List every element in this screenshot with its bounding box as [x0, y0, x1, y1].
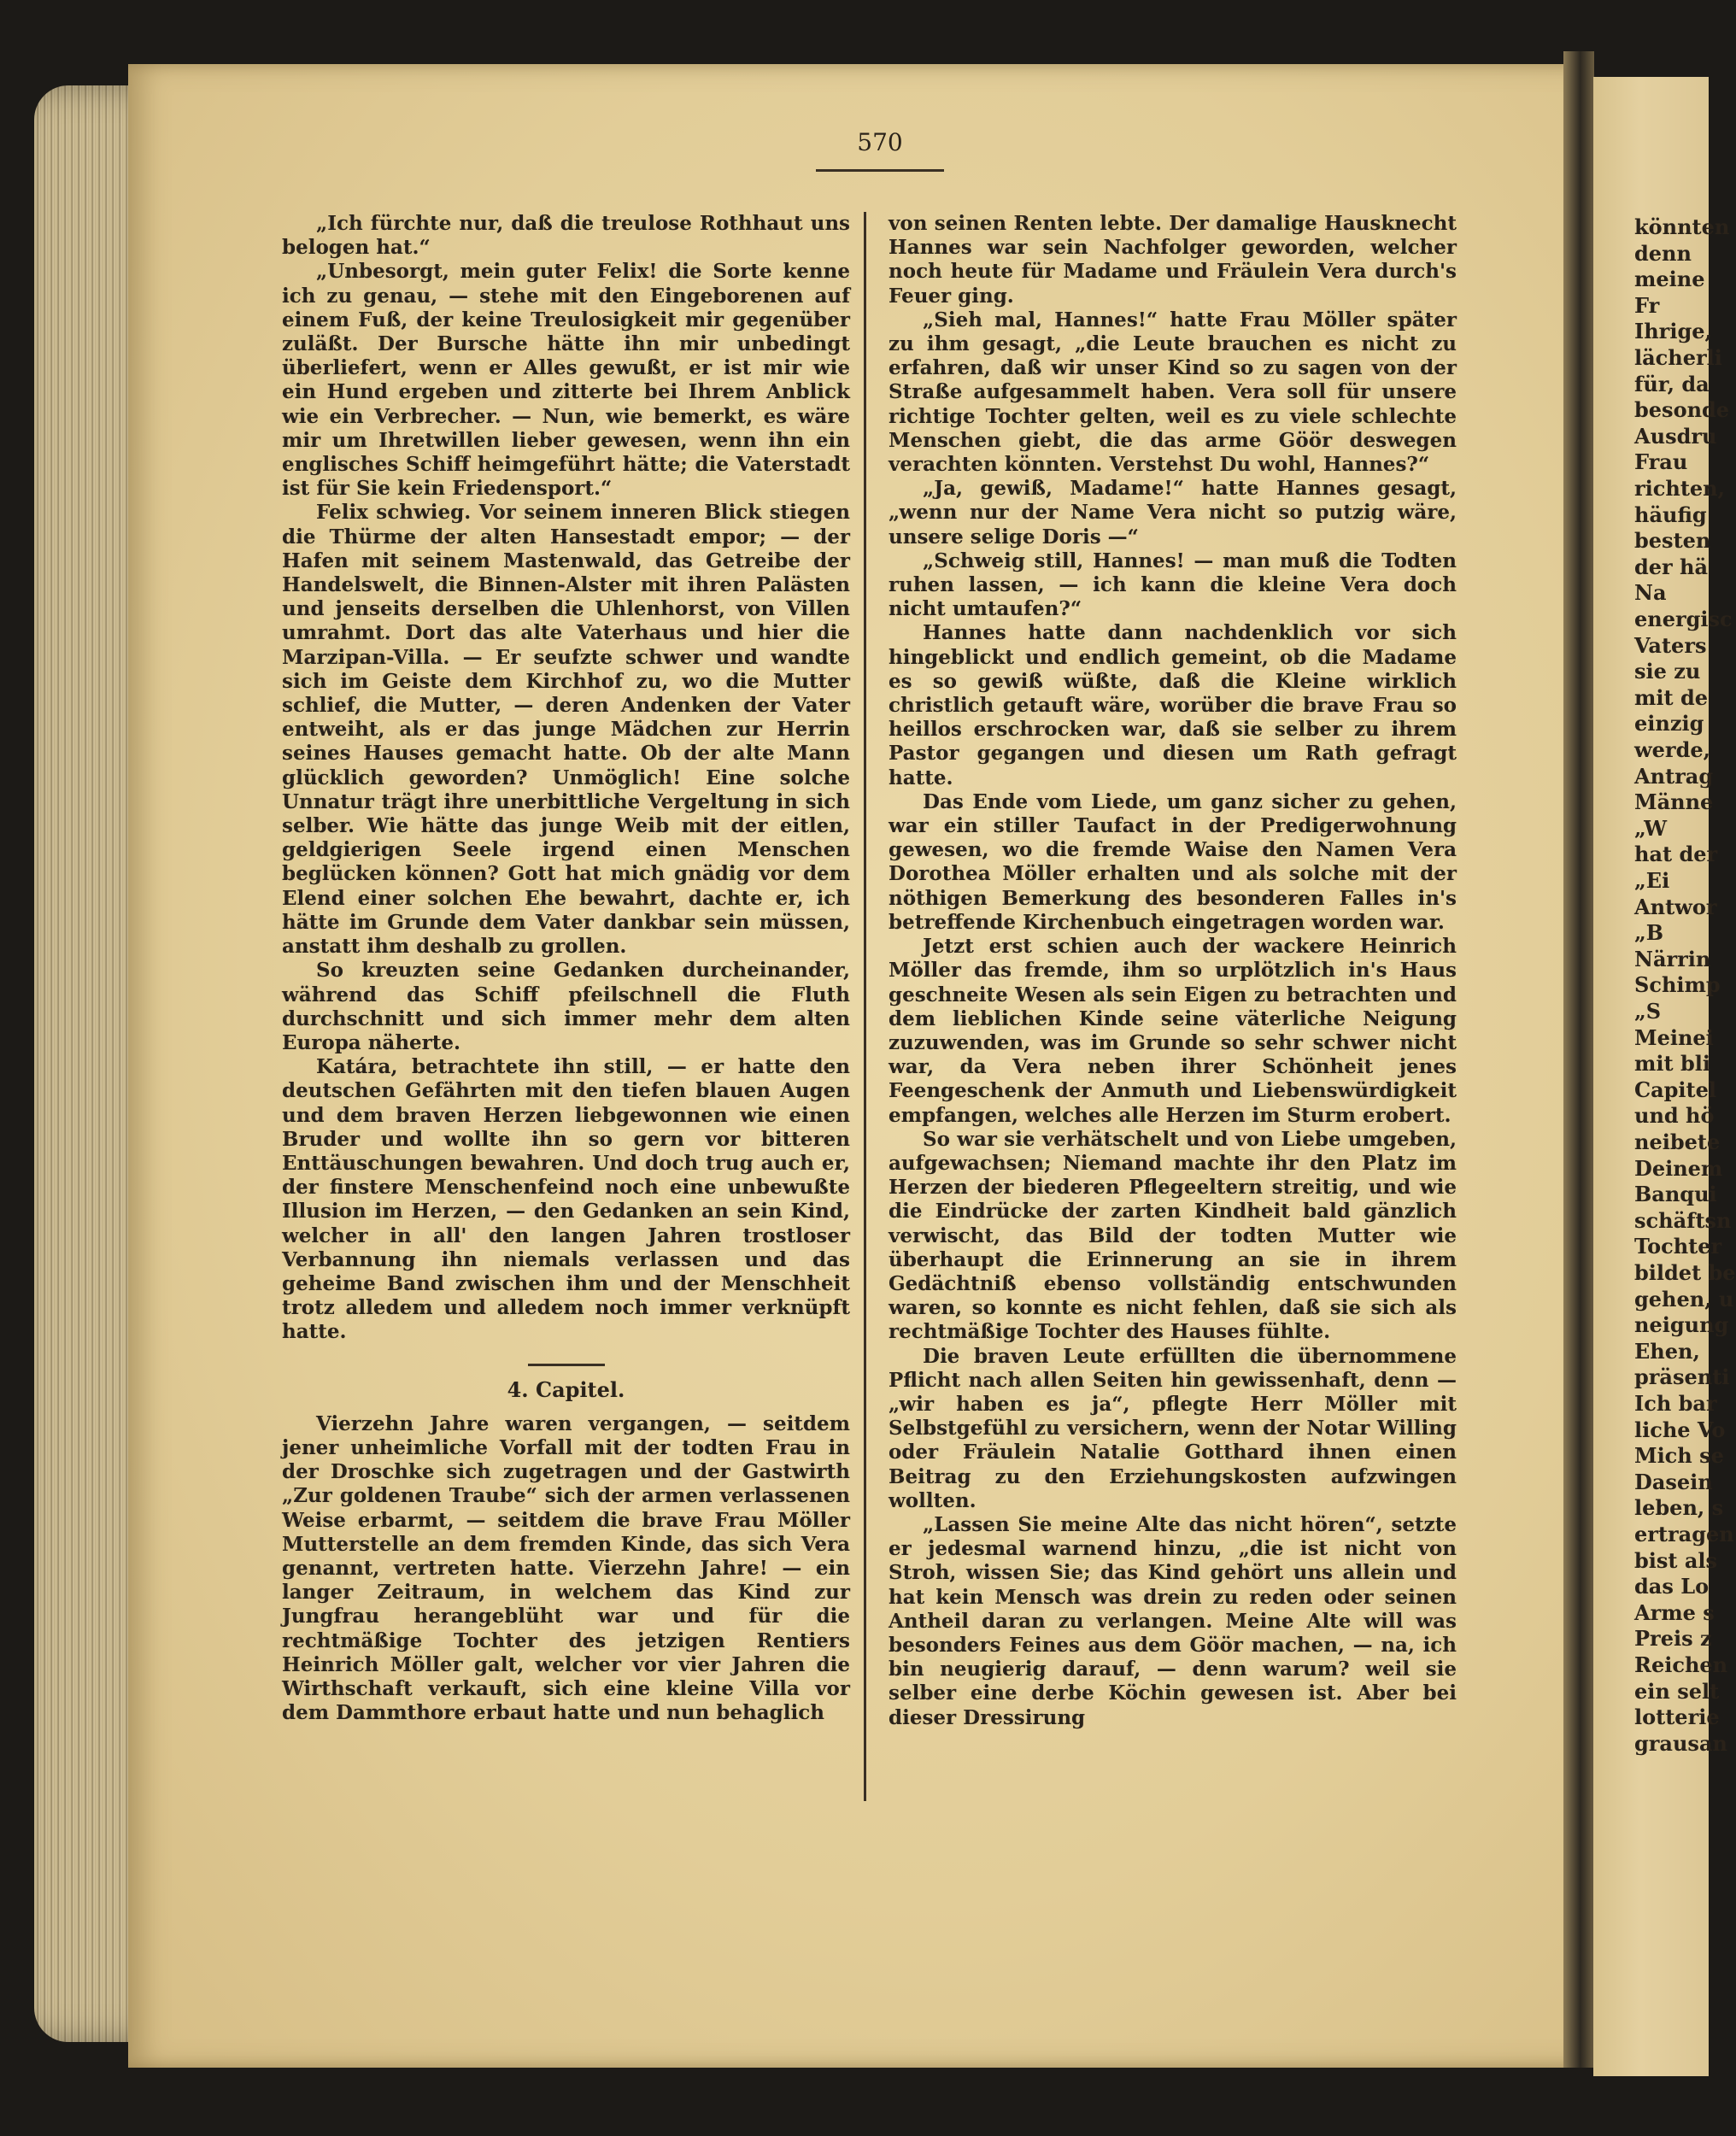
facing-page-line: Capitel — [1634, 1077, 1717, 1102]
paragraph: Katára, betrachtete ihn still, — er hatte den deutschen Gefährten mit den tiefen blauen Augen und dem braven Herzen liebgewonnen wie einen Bruder und wollte ihn so gern vor bitteren Enttäuschungen bewahren. Und doch trug auch er, der finstere Menschenfeind noch eine unbewußte Illusion im Herzen, — den Gedanken an sein Kind, welcher in all' den langen Jahren trostloser Verbannung ihn niemals verlassen und das geheime Band zwischen ihm und der Menschheit trotz alledem und alledem noch immer verknüpft hatte. — [282, 1055, 850, 1344]
facing-page-line: werde, — [1634, 737, 1710, 762]
paragraph: von seinen Renten lebte. Der damalige Hausknecht Hannes war sein Nachfolger geworden, welcher noch heute für Madame und Fräulein Vera durch's Feuer ging. — [889, 212, 1457, 308]
facing-page-line: der hä — [1634, 554, 1709, 579]
facing-page-line: „Ei — [1634, 868, 1670, 893]
paragraph: Das Ende vom Liede, um ganz sicher zu gehen, war ein stiller Taufact in der Predigerwohnung gewesen, wo die fremde Waise den Namen Vera Dorothea Möller erhalten und als solche mit der nöthigen Bemerkung des besonderen Falles in's betreffende Kirchenbuch eingetragen worden war. — [889, 789, 1457, 934]
facing-page-line: Ehen, — [1634, 1338, 1700, 1364]
right-column — [889, 212, 1457, 1730]
paragraph: „Schweig still, Hannes! — man muß die Todten ruhen lassen, — ich kann die kleine Vera doch nicht umtaufen?“ — [889, 549, 1457, 621]
paragraph: „Lassen Sie meine Alte das nicht hören“, setzte er jedesmal warnend hinzu, „die ist nicht von Stroh, wissen Sie; das Kind gehört uns allein und hat kein Mensch was drein zu reden oder seinen Antheil daran zu verlangen. Meine Alte will was besonders Feines aus dem Göör machen, — na, ich bin neugierig darauf, — denn warum? weil sie selber eine derbe Köchin gewesen ist. Aber bei dieser Dressirung — [889, 1512, 1457, 1729]
book-gutter — [1563, 51, 1594, 2068]
facing-page-line: Tochter — [1634, 1234, 1722, 1259]
facing-page-line: Antwor — [1634, 894, 1717, 919]
facing-page-line: Deinem — [1634, 1155, 1723, 1181]
facing-page-line: sie zu — [1634, 659, 1701, 684]
chapter-rule — [528, 1364, 605, 1366]
facing-page-line: richten, — [1634, 476, 1725, 501]
paragraph: So war sie verhätschelt und von Liebe umgeben, aufgewachsen; Niemand machte ihr den Platz im Herzen der biederen Pflegeeltern streitig, und wie die Eindrücke der zarten Kindheit bald gänzlich verwischt, das Bild der todten Mutter wie überhaupt die Erinnerung an sie in ihrem Gedächtniß ebenso vollständig entschwunden waren, so konnte es nicht fehlen, daß sie sich als rechtmäßige Tochter des Hauses fühlte. — [889, 1127, 1457, 1344]
paragraph: Felix schwieg. Vor seinem inneren Blick stiegen die Thürme der alten Hansestadt empor; — der Hafen mit seinem Mastenwald, das Getreibe der Handelswelt, die Binnen-Alster mit ihren Palästen und jenseits derselben die Uhlenhorst, von Villen umrahmt. Dort das alte Vaterhaus und hier die Marzipan-Villa. — Er seufzte schwer und wandte sich im Geiste dem Kirchhof zu, wo die Mutter schlief, die Mutter, — deren Andenken der Vater entweiht, als er das junge Mädchen zur Herrin seines Hauses gemacht hatte. Ob der alte Mann glücklich geworden? Unmöglich! Eine solche Unnatur trägt ihre unerbittliche Vergeltung in sich selber. Wie hätte das junge Weib mit der eitlen, geldgierigen Seele irgend einen Menschen beglücken können? Gott hat mich gnädig vor dem Elend einer solchen Ehe bewahrt, dachte er, ich hätte im Grunde dem Vater dankbar sein müssen, anstatt ihm deshalb zu grollen. — [282, 501, 850, 959]
paragraph: Vierzehn Jahre waren vergangen, — seitdem jener unheimliche Vorfall mit der todten Frau in der Droschke sich zugetragen und der Gastwirth „Zur goldenen Traube“ sich der armen verlassenen Weise erbarmt, — seitdem die brave Frau Möller Mutterstelle an dem fremden Kinde, das sich Vera genannt, vertreten hatte. Vierzehn Jahre! — ein langer Zeitraum, in welchem das Kind zur Jungfrau herangeblüht war und für die rechtmäßige Tochter des jetzigen Rentiers Heinrich Möller galt, welcher vor vier Jahren die Wirthschaft verkauft, sich eine kleine Villa vor dem Dammthore erbaut hatte und nun behaglich — [282, 1411, 850, 1725]
facing-page-line: lächerli — [1634, 345, 1722, 370]
paragraph: „Ich fürchte nur, daß die treulose Rothhaut uns belogen hat.“ — [282, 212, 850, 260]
facing-page-line: bildet be — [1634, 1260, 1736, 1285]
facing-page-line: leben, s — [1634, 1495, 1724, 1521]
paragraph: So kreuzten seine Gedanken durcheinander, während das Schiff pfeilschnell die Fluth durchschnitt und sich immer mehr dem alten Europa näherte. — [282, 959, 850, 1054]
facing-page-line: das Lo — [1634, 1574, 1710, 1599]
facing-page-line: Na — [1634, 580, 1667, 606]
facing-page-line: einzig — [1634, 711, 1704, 736]
facing-page-line: liche Vo — [1634, 1417, 1726, 1442]
facing-page-line: und hö — [1634, 1103, 1715, 1129]
facing-page-line: mit de — [1634, 684, 1709, 710]
facing-page-line: Meinei — [1634, 1024, 1714, 1050]
facing-page-line: Banqui — [1634, 1182, 1717, 1207]
facing-page-line: „B — [1634, 920, 1664, 946]
facing-page-line: Närrin — [1634, 946, 1711, 971]
facing-page-line: Arme s — [1634, 1599, 1715, 1625]
facing-page-line: „S — [1634, 999, 1662, 1024]
facing-page-line: grausan — [1634, 1730, 1727, 1756]
facing-page-line: energisc — [1634, 607, 1733, 631]
facing-page-line: Dasein — [1634, 1469, 1713, 1494]
facing-page-line: präsenti — [1634, 1364, 1730, 1390]
facing-page-line: meine — [1634, 267, 1705, 292]
left-column — [282, 212, 850, 1725]
paragraph: Hannes hatte dann nachdenklich vor sich hingeblickt und endlich gemeint, ob die Madame es so gewiß wüßte, daß die Kleine wirklich christlich getauft wäre, worüber die brave Frau so heillos erschrocken war, daß sie selber zu ihrem Pastor gegangen und diesen um Rath gefragt hatte. — [889, 621, 1457, 789]
paragraph: „Ja, gewiß, Madame!“ hatte Hannes gesagt, „wenn nur der Name Vera nicht so putzig wäre, unsere selige Doris —“ — [889, 477, 1457, 549]
page-number: 570 — [857, 128, 903, 156]
paragraph: Die braven Leute erfüllten die übernommene Pflicht nach allen Seiten hin gewissenhaft, denn — „wir haben es ja“, pflegte Herr Möller mit Selbstgefühl zu versichern, wenn der Notar Willing oder Fräulein Natalie Gotthard ihnen einen Beitrag zu den Erziehungskosten aufzwingen wollten. — [889, 1344, 1457, 1512]
facing-page-line: Ihrige, — [1634, 319, 1712, 344]
facing-page-line: „W — [1634, 815, 1668, 841]
facing-page-line: neigung — [1634, 1312, 1729, 1338]
facing-page-line: hat der — [1634, 842, 1718, 867]
chapter-heading: 4. Capitel. — [507, 1376, 625, 1402]
facing-page-line: Vaters — [1634, 632, 1707, 658]
paragraph: „Unbesorgt, mein guter Felix! die Sorte kenne ich zu genau, — stehe mit den Eingeborenen auf einem Fuß, der keine Treulosigkeit mir gegenüber zuläßt. Der Bursche hätte ihn mir unbedingt überliefert, wenn er Alles gewußt, er ist mir wie ein Hund ergeben und zitterte bei Ihrem Anblick wie ein Verbrecher. — Nun, wie bemerkt, es wäre mir um Ihretwillen lieber gewesen, wenn ihn ein englisches Schiff heimgeführt hätte; die Vaterstadt ist für Sie kein Friedensport.“ — [282, 260, 850, 501]
facing-page-line: denn — [1634, 240, 1692, 266]
facing-page-fragment — [1593, 77, 1736, 2076]
facing-page-line: gehen, u — [1634, 1286, 1734, 1312]
facing-page-line: lotterie — [1634, 1705, 1720, 1730]
facing-page-line: besten — [1634, 528, 1711, 554]
facing-page-line: für, da — [1634, 371, 1710, 396]
facing-page-line: Schimp — [1634, 972, 1721, 998]
facing-page-line: ertragen — [1634, 1522, 1734, 1546]
facing-page-line: könnten — [1634, 214, 1730, 239]
column-divider — [864, 212, 866, 1801]
facing-page-line: Ich bar — [1634, 1391, 1717, 1416]
facing-page-line: häufig — [1634, 502, 1707, 527]
facing-page-line: Mich se — [1634, 1443, 1724, 1469]
facing-page-line: schäftsn — [1634, 1207, 1732, 1233]
facing-page-line: neibete — [1634, 1130, 1721, 1154]
facing-page-line: mit bli — [1634, 1051, 1710, 1077]
facing-page-line: Reichen — [1634, 1652, 1728, 1677]
facing-page-line: Preis z — [1634, 1626, 1712, 1652]
paragraph: Jetzt erst schien auch der wackere Heinrich Möller das fremde, ihm so urplötzlich in's Haus geschneite Wesen als sein Eigen zu betrachten und dem lieblichen Kinde seine väterliche Neigung zuzuwenden, was im Grunde so sehr schwer nicht war, da Vera neben ihrer Schönheit jenes Feengeschenk der Anmuth und Liebenswürdigkeit empfangen, welches alle Herzen im Sturm erobert. — [889, 935, 1457, 1127]
facing-page-line: bist als — [1634, 1547, 1718, 1573]
facing-page-line: Männe — [1634, 789, 1714, 815]
page-number-rule — [816, 169, 944, 172]
facing-page-line: Ausdru — [1634, 423, 1717, 449]
facing-page-line: Fr — [1634, 292, 1660, 318]
facing-page-line: besonde — [1634, 397, 1730, 423]
facing-page-line: Antrag — [1634, 763, 1714, 789]
paragraph: „Sieh mal, Hannes!“ hatte Frau Möller später zu ihm gesagt, „die Leute brauchen es nicht zu erfahren, daß wir unser Kind so zu sagen von der Straße aufgesammelt haben. Vera soll für unsere richtige Tochter gelten, weil es zu viele schlechte Menschen giebt, die das arme Göör deswegen verachten könnten. Verstehst Du wohl, Hannes?“ — [889, 308, 1457, 477]
facing-page-line: Frau — [1634, 449, 1688, 475]
facing-page-line: ein selt — [1634, 1678, 1720, 1704]
